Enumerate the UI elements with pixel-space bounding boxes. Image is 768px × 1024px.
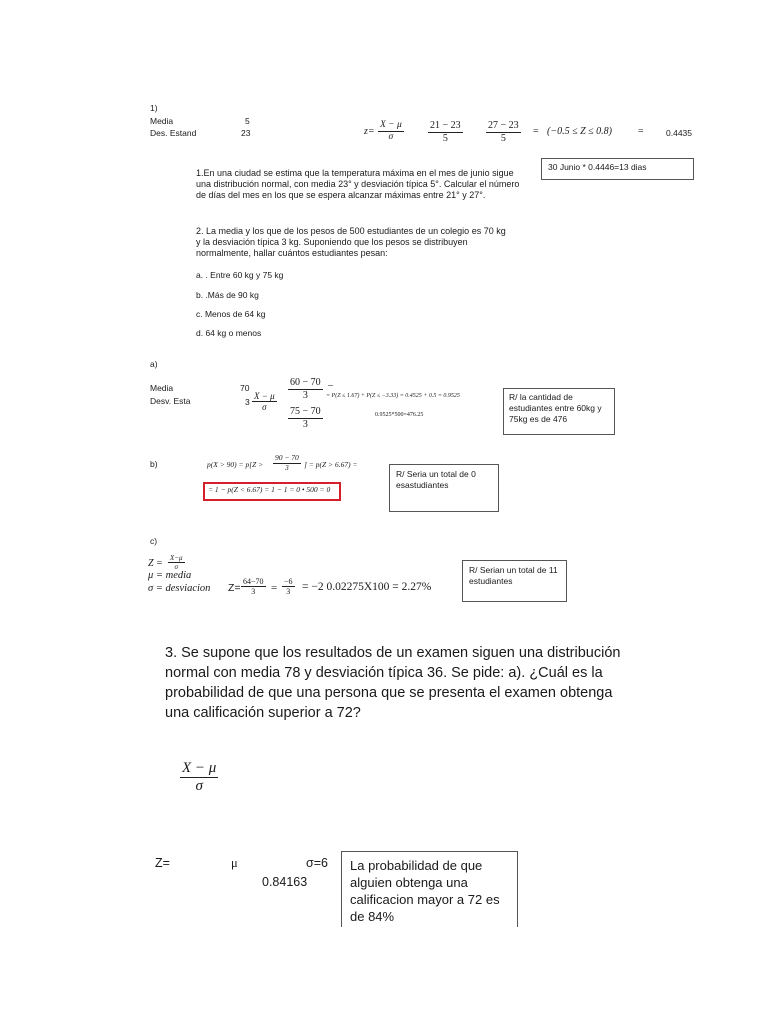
fraction-denominator: 3: [285, 462, 289, 472]
fraction-denominator: 3: [302, 418, 308, 430]
mu-symbol: μ: [231, 856, 238, 870]
fraction-21: [428, 120, 463, 144]
media-value: 70: [240, 383, 250, 393]
definition-z: Z =: [148, 558, 163, 569]
calc-line: 0.9525*500=476.25: [375, 412, 424, 418]
fraction-denominator: 3: [286, 587, 291, 597]
fraction-numerator: 27 − 23: [488, 120, 519, 131]
equals-sign: =: [271, 582, 278, 594]
fraction-numerator: −6: [284, 577, 293, 586]
answer-text: R/ Seria un total de 0 esastudiantes: [396, 469, 476, 490]
sigma-value: σ=6: [306, 856, 328, 870]
z-equals: z=: [364, 126, 375, 137]
answer-box-b: [389, 464, 499, 512]
formula-z: [252, 391, 277, 413]
formula-denominator: σ: [195, 778, 203, 795]
definition-mu: μ = media: [148, 570, 192, 581]
fraction-minus6: [282, 577, 295, 596]
media-label: Media: [150, 116, 174, 126]
desv-value: 3: [245, 397, 250, 407]
z-label: Z=: [155, 856, 170, 870]
z-equals: Z=: [228, 582, 241, 594]
probability-value: 0.84163: [262, 875, 308, 889]
formula-numerator: X − μ: [254, 391, 275, 401]
answer-box-c: [462, 560, 567, 602]
answer-text: 30 Junio * 0.4446=13 dias: [548, 162, 647, 172]
option-a: a. . Entre 60 kg y 75 kg: [196, 270, 284, 280]
part-b-expr-post: ] = p(Z > 6.67) =: [304, 460, 358, 469]
fraction-numerator: 75 − 70: [290, 406, 321, 417]
part-b-label: b): [150, 459, 158, 469]
result-value: 0.4435: [666, 128, 692, 138]
fraction-numerator: 21 − 23: [430, 120, 461, 131]
media-label: Media: [150, 383, 174, 393]
answer-box-1: [541, 158, 694, 180]
option-c: c. Menos de 64 kg: [196, 309, 266, 319]
media-value: 5: [245, 116, 250, 126]
fraction-denominator: 5: [500, 132, 506, 144]
part-b-expr-result: = 1 − p(Z < 6.67) = 1 − 1 = 0 • 500 = 0: [208, 485, 331, 494]
problem-3-text: 3. Se supone que los resultados de un examen siguen una distribución normal con media 78 y desviación típica 36. Se pide: a). ¿Cuál es la probabilidad de que una persona que se presenta el examen obtenga una calificación superior a 72?: [165, 645, 621, 721]
part-c-label: c): [150, 536, 158, 546]
definition-sigma: σ = desviacion: [148, 583, 211, 594]
dash: –: [328, 380, 333, 391]
equals-sign-2: =: [638, 126, 644, 137]
formula-numerator: X − μ: [180, 760, 218, 778]
formula-denominator: σ: [262, 402, 267, 413]
formula-z: [378, 120, 404, 143]
answer-box-a: [503, 388, 615, 435]
fraction-denominator: 5: [442, 132, 448, 144]
fraction-numerator: 60 − 70: [290, 377, 321, 388]
problem-1-number: 1): [150, 103, 158, 113]
equals-sign: =: [533, 126, 539, 137]
part-b-expr-pre: p(X > 90) = p[Z >: [207, 460, 264, 469]
part-b-fraction: [273, 454, 301, 472]
fraction-numerator: X−μ: [170, 554, 183, 562]
answer-text: R/ Serian un total de 11 estudiantes: [469, 565, 558, 586]
part-c-result: = −2 0.02275X100 = 2.27%: [302, 581, 432, 593]
fraction-numerator: 90 − 70: [275, 453, 299, 462]
formula-denominator: σ: [388, 131, 394, 142]
z-range: (−0.5 ≤ Z ≤ 0.8): [547, 126, 612, 137]
fraction-denominator: 3: [302, 389, 308, 401]
formula-z-large: [180, 760, 218, 796]
option-d: d. 64 kg o menos: [196, 328, 262, 338]
desv-label: Desv. Esta: [150, 396, 191, 406]
option-b: b. .Más de 90 kg: [196, 290, 259, 300]
problem-2-text: 2. La media y los que de los pesos de 500 estudiantes de un colegio es 70 kg y la desviación típica 3 kg. Suponiendo que los pesos se distribuyen normalmente, hallar cuántos estudiantes pesan:: [196, 226, 506, 258]
fraction-60: [288, 377, 323, 401]
fraction-64: [241, 577, 266, 596]
fraction-27: [486, 120, 521, 144]
problem-1-text: 1.En una ciudad se estima que la temperatura máxima en el mes de junio sigue una distribución normal, con media 23° y desviación típica 5°. Calcular el número de días del mes en los que se espera alcanzar máximas entre 21° y 27°.: [196, 168, 520, 200]
definition-fraction: [168, 554, 185, 571]
fraction-75: [288, 406, 323, 430]
fraction-numerator: 64−70: [243, 577, 264, 586]
desv-label: Des. Estand: [150, 128, 197, 138]
fraction-denominator: 3: [251, 587, 256, 597]
part-a-label: a): [150, 359, 158, 369]
fraction-denominator: σ: [174, 563, 178, 572]
formula-numerator: X − μ: [380, 120, 402, 130]
answer-text: R/ la cantidad de estudiantes entre 60kg y 75kg es de 476: [509, 392, 602, 424]
answer-box-3: [341, 851, 518, 927]
desv-value: 23: [241, 128, 251, 138]
probability-line: = P(Z ≤ 1.67) + P(Z ≤ −3.33) = 0.4525 + 0.5 = 0.9525: [326, 393, 460, 399]
answer-text: La probabilidad de que alguien obtenga una calificacion mayor a 72 es de 84%: [350, 858, 500, 924]
